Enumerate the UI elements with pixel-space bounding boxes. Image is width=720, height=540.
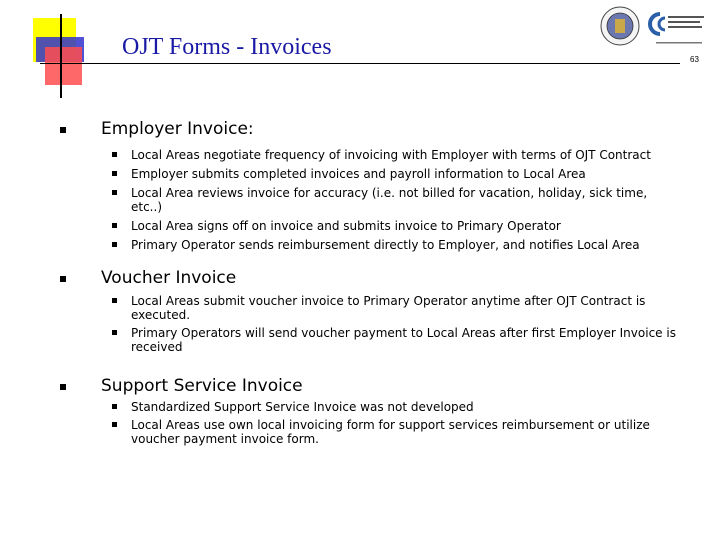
list-item (60, 400, 710, 414)
bullet-list (60, 148, 710, 252)
list-item (60, 294, 710, 322)
section-heading: Employer Invoice: (101, 119, 254, 139)
bullet-icon (112, 404, 117, 409)
list-item (60, 326, 710, 354)
list-item (60, 238, 710, 252)
list-item-text: Local Areas negotiate frequency of invoicing with Employer with terms of OJT Contract (131, 148, 651, 162)
bullet-icon (112, 242, 117, 247)
bullet-icon (112, 190, 117, 195)
bullet-icon (112, 152, 117, 157)
list-item-text: Local Area signs off on invoice and submits invoice to Primary Operator (131, 219, 561, 233)
list-item-text: Local Area reviews invoice for accuracy (i.e. not billed for vacation, holiday, sick time, etc..) (131, 186, 648, 214)
bullet-icon (112, 223, 117, 228)
list-item-text: Employer submits completed invoices and payroll information to Local Area (131, 167, 586, 181)
section-bullet-icon (60, 127, 66, 133)
decorative-vertical-line (60, 14, 62, 98)
slide-content (60, 118, 710, 450)
section-heading: Support Service Invoice (101, 376, 303, 396)
list-item (60, 219, 710, 233)
bullet-icon (112, 171, 117, 176)
bullet-icon (112, 298, 117, 303)
section-support-service-invoice (60, 375, 710, 446)
list-item-text: Local Areas submit voucher invoice to Primary Operator anytime after OJT Contract is executed. (131, 294, 646, 322)
list-item (60, 186, 710, 214)
section-employer-invoice (60, 118, 710, 252)
page-number: 63 (690, 55, 699, 64)
one-stop-career-centers-logo (646, 8, 708, 48)
bullet-icon (112, 422, 117, 427)
list-item (60, 167, 710, 181)
massachusetts-seal-icon (600, 6, 640, 46)
list-item (60, 148, 710, 162)
bullet-icon (112, 330, 117, 335)
list-item-text: Standardized Support Service Invoice was not developed (131, 400, 474, 414)
section-bullet-icon (60, 276, 66, 282)
bullet-list (60, 400, 710, 446)
section-voucher-invoice (60, 267, 710, 354)
title-underline (40, 63, 680, 64)
decorative-red-square (45, 47, 82, 85)
list-item-text: Primary Operator sends reimbursement directly to Employer, and notifies Local Area (131, 238, 640, 252)
list-item (60, 418, 710, 446)
slide-title: OJT Forms - Invoices (122, 34, 332, 60)
list-item-text: Primary Operators will send voucher payment to Local Areas after first Employer Invoice is received (131, 326, 676, 354)
section-heading: Voucher Invoice (101, 268, 237, 288)
list-item-text: Local Areas use own local invoicing form for support services reimbursement or utilize voucher payment invoice form. (131, 418, 650, 446)
bullet-list (60, 294, 710, 354)
section-bullet-icon (60, 384, 66, 390)
